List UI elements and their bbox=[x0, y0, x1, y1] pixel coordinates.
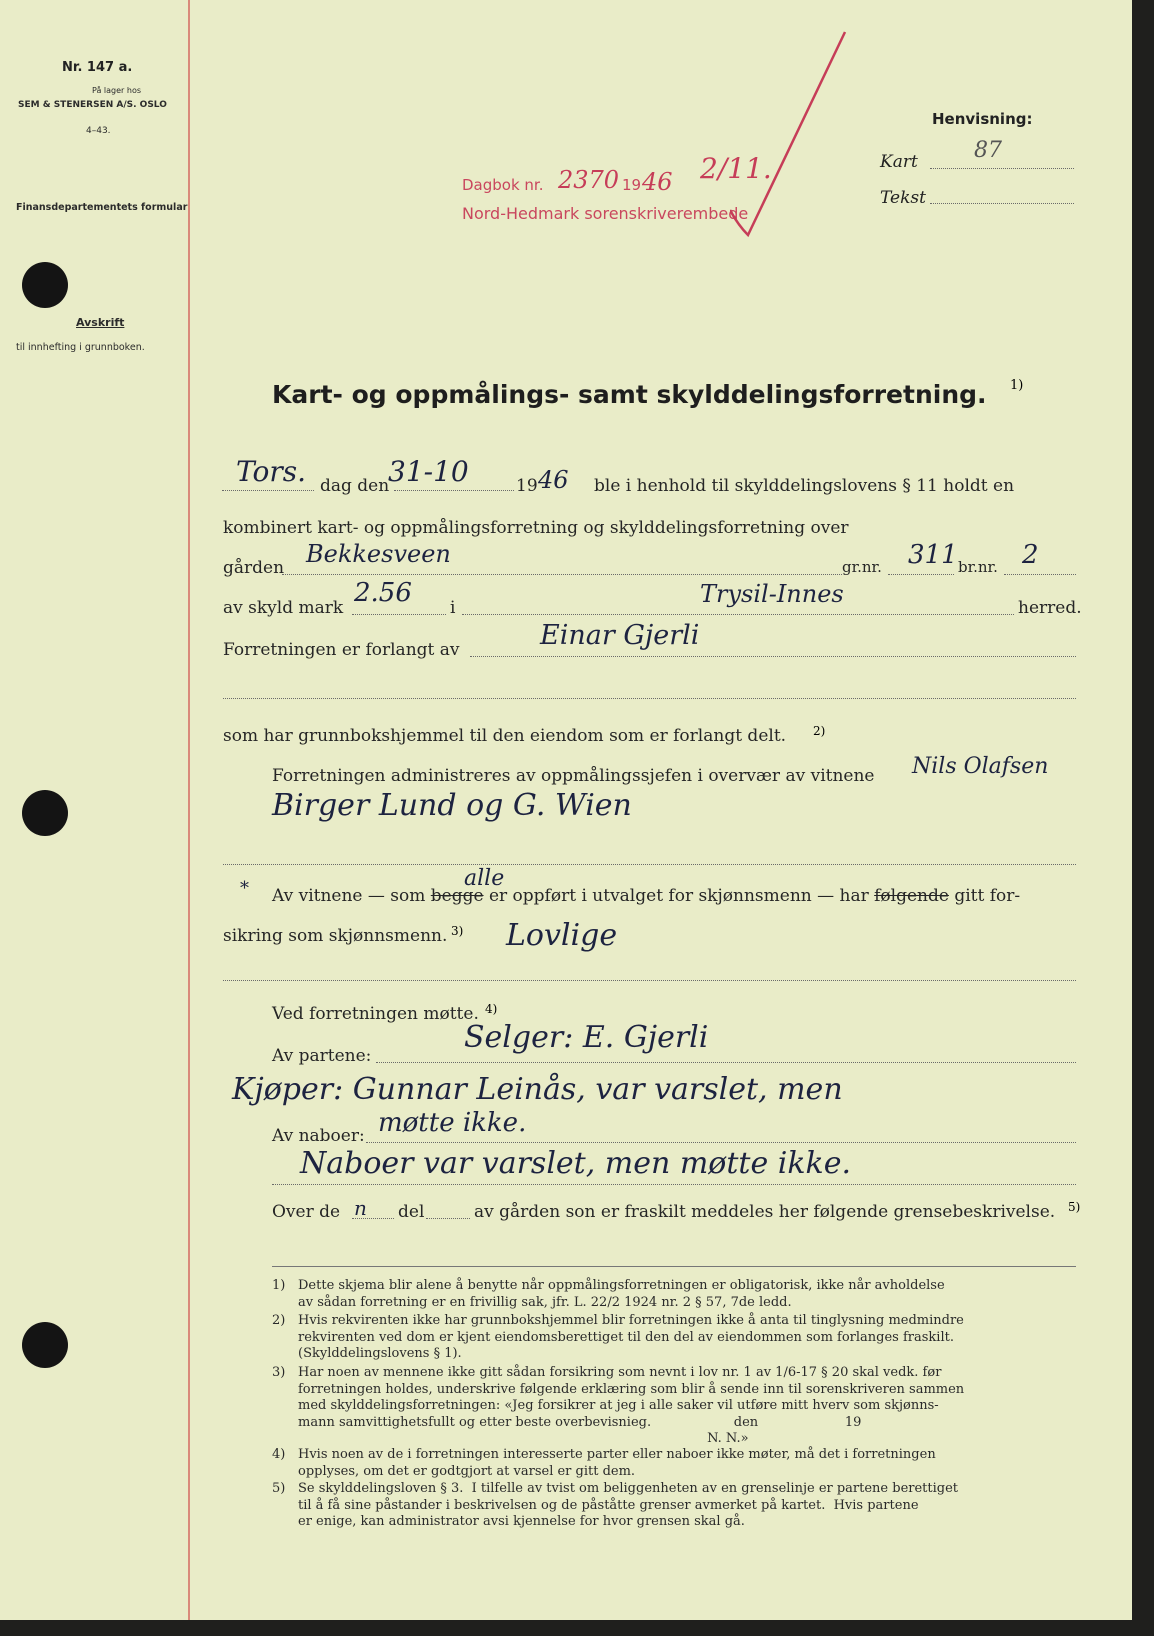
body-text2: kombinert kart- og oppmålingsforretning og skylddelingsforretning over bbox=[223, 518, 849, 538]
over-label1: Over de bbox=[272, 1202, 341, 1222]
herred-value: Trysil-Innes bbox=[700, 580, 844, 608]
witness2: Birger Lund og G. Wien bbox=[272, 788, 632, 823]
margin-line bbox=[188, 0, 190, 1620]
vitnene-text1: Av vitnene — som bbox=[272, 886, 426, 906]
footnote-line: Hvis noen av de i forretningen interesserte parter eller naboer ikke møter, må det i forretningen bbox=[298, 1447, 936, 1462]
footnote-rule bbox=[272, 1266, 1076, 1267]
footnote-line: rekvirenten ved dom er kjent eiendomsberettiget til den del av eiendommen som forlanges fraskilt. bbox=[298, 1329, 954, 1345]
footnote-line: N. N.» bbox=[298, 1431, 749, 1446]
vitnene-line bbox=[272, 886, 1020, 906]
day-line bbox=[222, 490, 314, 491]
kart-value: 87 bbox=[974, 138, 1002, 163]
asterisk-mark: * bbox=[240, 878, 249, 899]
red-checkmark bbox=[730, 30, 850, 240]
grnr-line bbox=[888, 574, 954, 575]
footnote-mark: 5) bbox=[272, 1481, 286, 1496]
over-hand: n bbox=[354, 1196, 367, 1220]
footnote-mark: 3) bbox=[272, 1365, 286, 1380]
holder-text: som har grunnbokshjemmel til den eiendom som er forlangt delt. bbox=[223, 726, 787, 746]
footnote-line: Hvis rekvirenten ikke har grunnbokshjemmel blir forretningen ikke å anta til tinglysning medmindre bbox=[298, 1313, 964, 1328]
skyld-line bbox=[352, 614, 446, 615]
requested-value: Einar Gjerli bbox=[540, 620, 700, 651]
footnote-mark: 4) bbox=[272, 1447, 286, 1462]
holder-note: 2) bbox=[813, 724, 826, 738]
skyld-value: 2.56 bbox=[354, 578, 412, 608]
publisher-line1: På lager hos bbox=[92, 86, 141, 95]
folgende-struck: følgende bbox=[874, 886, 949, 906]
requested-label: Forretningen er forlangt av bbox=[223, 640, 460, 660]
naboer-line2 bbox=[272, 1184, 1076, 1185]
form-number: Nr. 147 a. bbox=[62, 60, 133, 75]
title-note: 1) bbox=[1010, 378, 1024, 393]
ministry-form: Finansdepartementets formular bbox=[16, 202, 188, 213]
reference-heading: Henvisning: bbox=[932, 110, 1033, 128]
kjoper-value: Kjøper: Gunnar Leinås, var varslet, men bbox=[232, 1072, 843, 1107]
stamp-number: 2370 bbox=[558, 166, 620, 194]
requested-line bbox=[470, 656, 1076, 657]
footnote-mark: 2) bbox=[272, 1313, 286, 1328]
tekst-line bbox=[930, 203, 1074, 204]
naboer-line bbox=[366, 1142, 1076, 1143]
year-prefix: 19 bbox=[516, 476, 538, 496]
kart-label: Kart bbox=[880, 152, 918, 172]
footnote-mark: 1) bbox=[272, 1278, 286, 1293]
publisher-line2: SEM & STENERSEN A/S. OSLO bbox=[18, 100, 167, 110]
stamp-year-prefix: 19 bbox=[622, 176, 642, 194]
stamp-date: 2/11. bbox=[700, 152, 772, 185]
grnr-value: 311 bbox=[908, 540, 958, 570]
witness-line bbox=[223, 864, 1076, 865]
stamp-year: 46 bbox=[642, 168, 673, 196]
mote-note: 4) bbox=[485, 1002, 498, 1016]
footnote-line: med skylddelingsforretningen: «Jeg forsikrer at jeg i alle saker vil utføre mitt hverv som skjønns- bbox=[298, 1398, 939, 1413]
partene-line bbox=[376, 1062, 1076, 1063]
mote-text: Ved forretningen møtte. bbox=[272, 1004, 479, 1024]
stamp-label: Dagbok nr. bbox=[462, 176, 544, 194]
skyld-label: av skyld mark bbox=[223, 598, 344, 618]
brnr-line bbox=[1004, 574, 1076, 575]
partene-label: Av partene: bbox=[272, 1046, 372, 1066]
copy-note: til innhefting i grunnboken. bbox=[16, 342, 145, 353]
vitnene-text2: er oppført i utvalget for skjønnsmenn — har bbox=[488, 886, 869, 906]
kart-line bbox=[930, 168, 1074, 169]
over-line1 bbox=[352, 1218, 394, 1219]
sikring-value: Lovlige bbox=[506, 918, 618, 953]
admin-text: Forretningen administreres av oppmålingssjefen i overvær av vitnene bbox=[272, 766, 875, 786]
over-line2 bbox=[426, 1218, 470, 1219]
garden-value: Bekkesveen bbox=[306, 540, 451, 568]
garden-label: gården bbox=[223, 558, 285, 578]
i-label: i bbox=[450, 598, 456, 618]
footnote-line: er enige, kan administrator avsi kjennelse for hvor grensen skal gå. bbox=[298, 1514, 745, 1529]
brnr-label: br.nr. bbox=[958, 558, 998, 576]
punch-hole bbox=[22, 1322, 68, 1368]
requested-line2 bbox=[223, 698, 1076, 699]
copy-label: Avskrift bbox=[76, 316, 125, 329]
kjoper-value2: møtte ikke. bbox=[378, 1108, 527, 1138]
page-title: Kart- og oppmålings- samt skylddelingsforretning. bbox=[272, 380, 987, 409]
over-label2: del bbox=[398, 1202, 425, 1222]
punch-hole bbox=[22, 262, 68, 308]
naboer-label: Av naboer: bbox=[272, 1126, 365, 1146]
year-value: 46 bbox=[538, 466, 569, 494]
edition: 4–43. bbox=[86, 126, 111, 136]
sikring-text: sikring som skjønnsmenn. bbox=[223, 926, 448, 946]
footnote-line: Har noen av mennene ikke gitt sådan forsikring som nevnt i lov nr. 1 av 1/6-17 § 20 skal vedk. før bbox=[298, 1365, 942, 1380]
grnr-label: gr.nr. bbox=[842, 558, 882, 576]
alle-insert: alle bbox=[464, 866, 505, 891]
footnote-line: til å få sine påstander i beskrivelsen og de påståtte grenser avmerket på kartet. Hvis partene bbox=[298, 1497, 919, 1513]
partene-value: Selger: E. Gjerli bbox=[464, 1020, 709, 1055]
over-label3: av gården son er fraskilt meddeles her følgende grensebeskrivelse. bbox=[474, 1202, 1056, 1222]
dag-den-label: dag den bbox=[320, 476, 390, 496]
witness1: Nils Olafsen bbox=[912, 754, 1049, 779]
over-note: 5) bbox=[1068, 1200, 1081, 1214]
footnote-line: Dette skjema blir alene å benytte når oppmålingsforretningen er obligatorisk, ikke når avholdelse bbox=[298, 1278, 945, 1293]
footnote-line: mann samvittighetsfullt og etter beste overbevisnieg. den 19 bbox=[298, 1414, 862, 1430]
footnote-line: Se skylddelingsloven § 3. I tilfelle av tvist om beliggenheten av en grenselinje er partene berettiget bbox=[298, 1481, 959, 1496]
day-value: Tors. bbox=[236, 455, 307, 488]
body-text1: ble i henhold til skylddelingslovens § 11 holdt en bbox=[594, 476, 1015, 496]
tekst-label: Tekst bbox=[880, 188, 926, 208]
sikring-line bbox=[223, 980, 1076, 981]
punch-hole bbox=[22, 790, 68, 836]
brnr-value: 2 bbox=[1022, 540, 1039, 570]
footnote-line: av sådan forretning er en frivillig sak, jfr. L. 22/2 1924 nr. 2 § 57, 7de ledd. bbox=[298, 1294, 792, 1310]
date-value: 31-10 bbox=[388, 455, 469, 488]
vitnene-text3: gitt for- bbox=[954, 886, 1021, 906]
sikring-note: 3) bbox=[451, 924, 464, 938]
footnote-line: forretningen holdes, underskrive følgende erklæring som blir å sende inn til sorenskriveren sammen bbox=[298, 1381, 965, 1397]
footnote-line: opplyses, om det er godtgjort at varsel er gitt dem. bbox=[298, 1463, 636, 1479]
garden-line bbox=[282, 574, 842, 575]
naboer-value: Naboer var varslet, men møtte ikke. bbox=[300, 1146, 852, 1181]
date-line bbox=[394, 490, 514, 491]
herred-label: herred. bbox=[1018, 598, 1082, 618]
begge-struck: begge bbox=[430, 886, 484, 906]
stamp-office: Nord-Hedmark sorenskriverembede bbox=[462, 204, 749, 223]
herred-line bbox=[462, 614, 1014, 615]
footnote-line: (Skylddelingslovens § 1). bbox=[298, 1346, 462, 1361]
